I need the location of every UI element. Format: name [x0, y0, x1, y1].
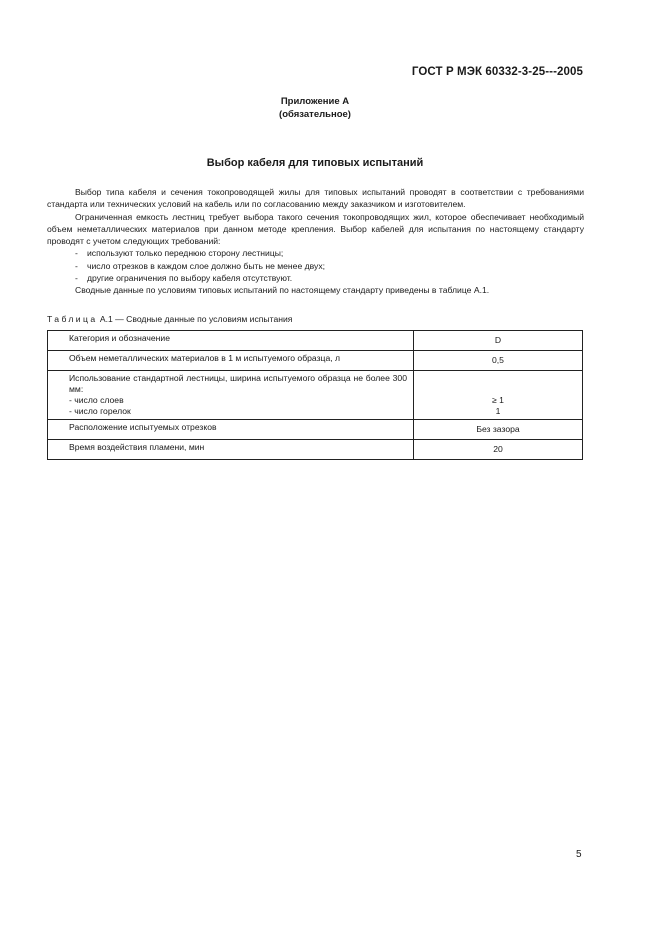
row-label: Использование стандартной лестницы, ширина испытуемого образца не более 300 мм: [69, 373, 407, 394]
table-row [48, 331, 583, 351]
row-label: Расположение испытуемых отрезков [48, 420, 414, 440]
table-caption-text: А.1 — Сводные данные по условиям испытания [99, 314, 293, 324]
conditions-table [47, 330, 583, 460]
body-text [47, 186, 584, 297]
sub-label: - число слоев [69, 395, 124, 405]
sub-value: 1 [495, 406, 501, 416]
row-value: D [414, 331, 583, 351]
table-caption-prefix: Таблица [47, 314, 98, 324]
sub-value: ≥ 1 [492, 395, 504, 405]
list-item-text: другие ограничения по выбору кабеля отсутствуют. [87, 273, 293, 284]
table-row [48, 440, 583, 460]
list-item: - используют только переднюю сторону лестницы; [75, 248, 284, 259]
paragraph-3: Сводные данные по условиям типовых испытаний по настоящему стандарту приведены в таблице А.1. [75, 285, 490, 296]
row-label: Объем неметаллических материалов в 1 м испытуемого образца, л [48, 351, 414, 371]
paragraph-1: Выбор типа кабеля и сечения токопроводящей жилы для типовых испытаний проводят в соответствии с требованиями стандарта или технических условий на кабель или по согласованию между заказчиком и изготовителем. [47, 187, 584, 210]
section-title: Выбор кабеля для типовых испытаний [206, 157, 424, 169]
table-row [48, 420, 583, 440]
list-item: - другие ограничения по выбору кабеля отсутствуют. [75, 273, 293, 284]
table-row [48, 371, 583, 420]
list-item-text: число отрезков в каждом слое должно быть не менее двух; [87, 260, 325, 271]
row-values-multiline [414, 371, 583, 420]
row-label-multiline [48, 371, 414, 420]
annex-status: (обязательное) [279, 109, 351, 120]
document-code: ГОСТ Р МЭК 60332-3-25---2005 [411, 66, 583, 78]
row-value: Без зазора [414, 420, 583, 440]
annex-title: Приложение А [280, 96, 350, 107]
row-value: 20 [414, 440, 583, 460]
table-row [48, 351, 583, 371]
table-caption [47, 314, 292, 324]
row-value: 0,5 [414, 351, 583, 371]
sub-label: - число горелок [69, 406, 131, 416]
list-item-text: используют только переднюю сторону лестницы; [87, 248, 284, 259]
row-label: Категория и обозначение [48, 331, 414, 351]
page-number: 5 [576, 849, 582, 860]
annex-heading [0, 95, 630, 121]
paragraph-2: Ограниченная емкость лестниц требует выбора такого сечения токопроводящих жил, которое обеспечивает необходимый объем неметаллических материалов при данном методе крепления. Выбор кабелей для испытания по настоящему стандарту проводят с учетом следующих требований: [47, 211, 584, 247]
row-label: Время воздействия пламени, мин [48, 440, 414, 460]
list-item: - число отрезков в каждом слое должно быть не менее двух; [75, 260, 325, 271]
